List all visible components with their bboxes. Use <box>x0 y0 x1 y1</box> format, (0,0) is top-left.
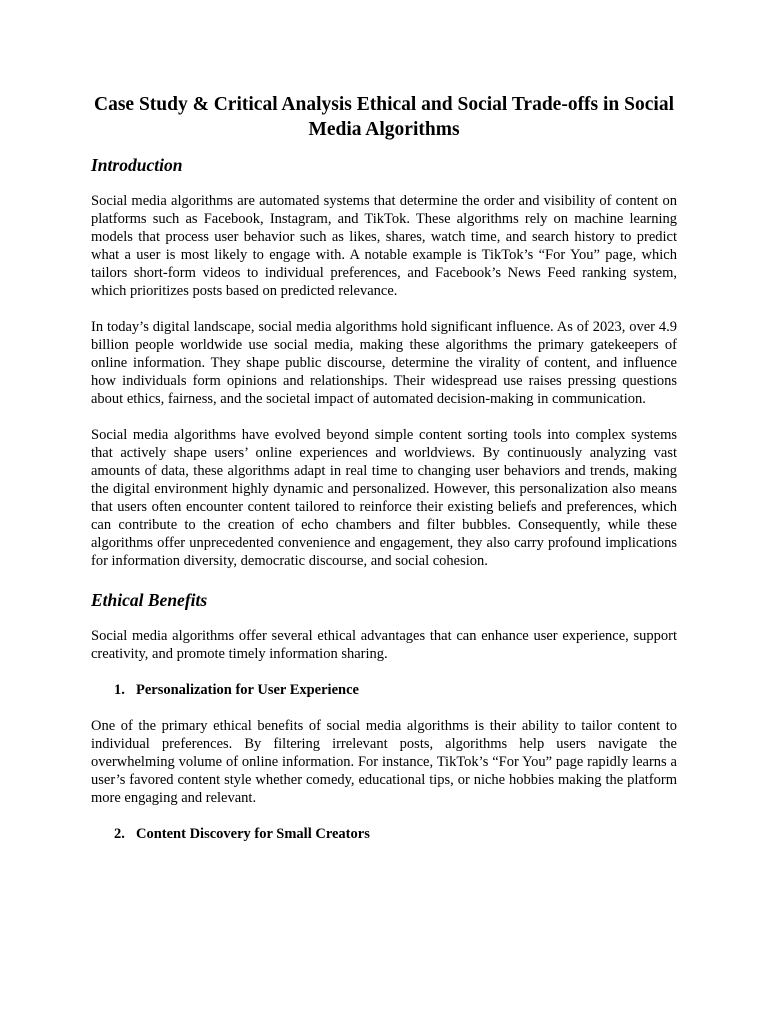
list-number: 2. <box>114 826 125 842</box>
numbered-heading-1 <box>91 681 677 699</box>
personalization-paragraph: One of the primary ethical benefits of social media algorithms is their ability to tailor content to individual preferences. By filtering irrelevant posts, algorithms help users navigate the overwhelming volume of online information. For instance, TikTok’s “For You” page rapidly learns a user’s favored content style whether comedy, educational tips, or niche hobbies making the platform more engaging and relevant. <box>91 718 677 806</box>
intro-paragraph-1: Social media algorithms are automated systems that determine the order and visibility of content on platforms such as Facebook, Instagram, and TikTok. These algorithms rely on machine learning models that process user behavior such as likes, shares, watch time, and search history to predict what a user is most likely to engage with. A notable example is TikTok’s “For You” page, which tailors short-form videos to individual preferences, and Facebook’s News Feed ranking system, which prioritizes posts based on predicted relevance. <box>91 193 677 299</box>
list-number: 1. <box>114 682 125 698</box>
section-heading-ethical-benefits: Ethical Benefits <box>91 590 208 610</box>
ethical-benefits-intro: Social media algorithms offer several ethical advantages that can enhance user experience, support creativity, and promote timely information sharing. <box>91 628 677 662</box>
intro-paragraph-3: Social media algorithms have evolved beyond simple content sorting tools into complex systems that actively shape users’ online experiences and worldviews. By continuously analyzing vast amounts of data, these algorithms adapt in real time to changing user behaviors and trends, making the digital environment highly dynamic and personalized. However, this personalization also means that users often encounter content tailored to reinforce their existing beliefs and preferences, which can contribute to the creation of echo chambers and filter bubbles. Consequently, while these algorithms offer unprecedented convenience and engagement, they also carry profound implications for information diversity, democratic discourse, and social cohesion. <box>91 427 677 569</box>
numbered-heading-2 <box>91 825 677 843</box>
document-page <box>91 92 677 861</box>
section-heading-introduction: Introduction <box>91 155 183 175</box>
numbered-heading-title: Personalization for User Experience <box>136 682 359 698</box>
document-title: Case Study & Critical Analysis Ethical and Social Trade-offs in Social Media Algorithms <box>94 94 674 140</box>
numbered-heading-title: Content Discovery for Small Creators <box>136 826 370 842</box>
intro-paragraph-2: In today’s digital landscape, social media algorithms hold significant influence. As of 2023, over 4.9 billion people worldwide use social media, making these algorithms the primary gatekeepers of online information. They shape public discourse, determine the virality of content, and influence how individuals form opinions and relationships. Their widespread use raises pressing questions about ethics, fairness, and the societal impact of automated decision-making in communication. <box>91 319 677 407</box>
